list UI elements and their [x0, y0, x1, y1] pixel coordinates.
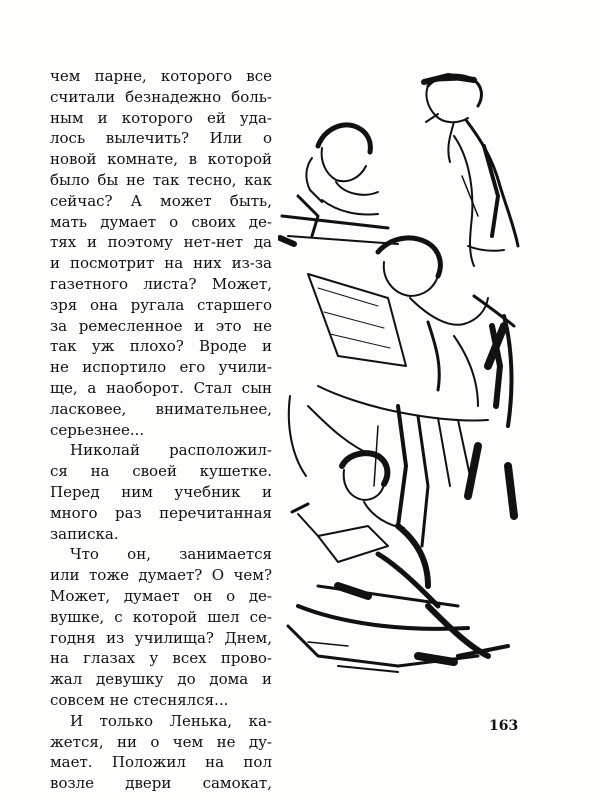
text-line: мает. Положил на пол: [50, 753, 272, 772]
text-line: Что он, занимается: [70, 545, 272, 564]
paragraph-4: [50, 711, 272, 794]
text-line: считали безнадежно боль-: [50, 87, 272, 106]
text-line: возле двери самокат,: [50, 774, 272, 793]
text-line: чем парне, которого все: [50, 67, 272, 85]
page-number: 163: [489, 718, 519, 734]
text-line: ще, а наоборот. Стал сын: [50, 378, 272, 397]
text-line: годня из училища? Днем,: [50, 628, 272, 647]
paragraph-1: [50, 66, 272, 440]
text-line: И только Ленька, ка-: [70, 711, 272, 730]
text-line: ным и которого ей уда-: [50, 108, 272, 127]
text-line: много раз перечитанная: [50, 503, 272, 522]
text-line: мать думает о своих де-: [50, 212, 272, 231]
text-line: на глазах у всех прово-: [50, 649, 272, 668]
text-line: вушке, с которой шел се-: [50, 607, 272, 626]
text-line: зря она ругала старшего: [50, 295, 272, 314]
paragraph-3: [50, 544, 272, 710]
text-line: так уж плохо? Вроде и: [50, 337, 272, 356]
text-line: жал девушку до дома и: [50, 670, 272, 689]
text-line: и посмотрит на них из-за: [50, 254, 272, 273]
text-line: не испортило его учили-: [50, 358, 272, 377]
text-line: за ремесленное и это не: [50, 316, 272, 335]
text-line: Может, думает он о де-: [50, 586, 272, 605]
mother-reading-figure: [289, 238, 514, 546]
text-line: сейчас? А может быть,: [50, 191, 272, 210]
text-line: новой комнате, в которой: [50, 150, 272, 169]
text-line: серьезнее...: [50, 420, 145, 439]
text-line: было бы не так тесно, как: [50, 170, 272, 189]
text-column: [50, 66, 272, 794]
text-line: Перед ним учебник и: [50, 482, 272, 501]
text-line: жется, ни о чем не ду-: [50, 732, 272, 751]
text-line: ласковее, внимательнее,: [50, 399, 272, 418]
standing-man-figure: [424, 75, 518, 266]
text-line: ся на своей кушетке.: [50, 462, 272, 481]
text-line: Николай расположил-: [70, 441, 272, 460]
paragraph-2: [50, 440, 272, 544]
text-line: лось вылечить? Или о: [50, 129, 272, 148]
text-line: совсем не стеснялся...: [50, 690, 229, 709]
boy-on-floor-figure: [288, 453, 508, 672]
text-line: газетного листа? Может,: [50, 274, 272, 293]
text-line: тях и поэтому нет-нет да: [50, 233, 272, 252]
text-line: или тоже думает? О чем?: [50, 566, 272, 585]
girl-at-table-figure: [280, 125, 398, 244]
family-evening-sketch-icon: [278, 66, 528, 678]
text-line: записка.: [50, 524, 119, 543]
